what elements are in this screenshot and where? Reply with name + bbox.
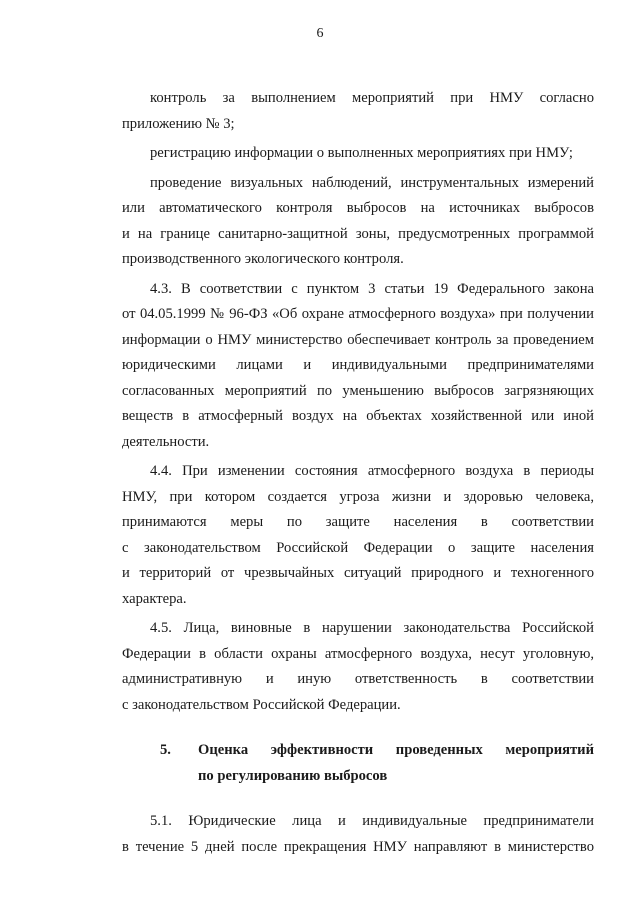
paragraph (122, 459, 594, 612)
paragraph (122, 141, 594, 167)
text-line: веществ в атмосферный воздух на объектах хозяйственной или иной (122, 408, 594, 424)
paragraph (122, 86, 594, 137)
paragraphs-after-heading (122, 809, 594, 860)
text-line: производственного экологического контроля. (122, 251, 404, 267)
text-line: деятельности. (122, 433, 210, 450)
section-heading (122, 738, 594, 789)
section-number: 5. (160, 742, 171, 758)
text-line: характера. (122, 590, 187, 607)
page-content (122, 86, 594, 860)
text-line: Федерации в области охраны атмосферного воздуха, несут уголовную, (122, 645, 594, 662)
spacer (122, 789, 594, 809)
section-title-line-2: по регулированию выбросов (198, 767, 388, 784)
paragraph (122, 616, 594, 718)
text-line: контроль за выполнением мероприятий при НМУ согласно (150, 90, 594, 106)
page-number: 6 (316, 26, 324, 41)
text-line: 5.1. Юридические лица и индивидуальные предприниматели (150, 813, 594, 829)
paragraph (122, 277, 594, 456)
text-line: и территорий от чрезвычайных ситуаций природного и техногенного (122, 565, 594, 581)
text-line: 4.5. Лица, виновные в нарушении законодательства Российской (150, 620, 594, 636)
text-line: с законодательством Российской Федерации о защите населения (122, 539, 594, 556)
text-line: принимаются меры по защите населения в соответствии (122, 514, 594, 530)
text-line: проведение визуальных наблюдений, инструментальных измерений (150, 174, 594, 191)
paragraph (122, 809, 594, 860)
text-line: согласованных мероприятий по уменьшению выбросов загрязняющих (122, 382, 594, 399)
paragraph (122, 171, 594, 273)
text-line: или автоматического контроля выбросов на источниках выбросов (122, 200, 594, 216)
text-line: от 04.05.1999 № 96-ФЗ «Об охране атмосферного воздуха» при получении (122, 306, 594, 322)
text-line: регистрацию информации о выполненных мероприятиях при НМУ; (150, 145, 573, 161)
text-line: в течение 5 дней после прекращения НМУ направляют в министерство (122, 838, 594, 855)
section-title-line-1: Оценка эффективности проведенных мероприятий (198, 742, 594, 758)
text-line: НМУ, при котором создается угроза жизни и здоровью человека, (122, 488, 594, 505)
text-line: и на границе санитарно-защитной зоны, предусмотренных программой (122, 225, 594, 242)
paragraphs-before-heading (122, 86, 594, 718)
text-line: информации о НМУ министерство обеспечивает контроль за проведением (122, 331, 594, 348)
text-line: приложению № 3; (122, 115, 235, 132)
text-line: с законодательством Российской Федерации. (122, 696, 401, 713)
text-line: 4.4. При изменении состояния атмосферного воздуха в периоды (150, 463, 594, 479)
text-line: административную и иную ответственность в соответствии (122, 671, 594, 687)
text-line: юридическими лицами и индивидуальными предпринимателями (122, 357, 594, 373)
text-line: 4.3. В соответствии с пунктом 3 статьи 19 Федерального закона (150, 280, 594, 297)
spacer (122, 718, 594, 738)
